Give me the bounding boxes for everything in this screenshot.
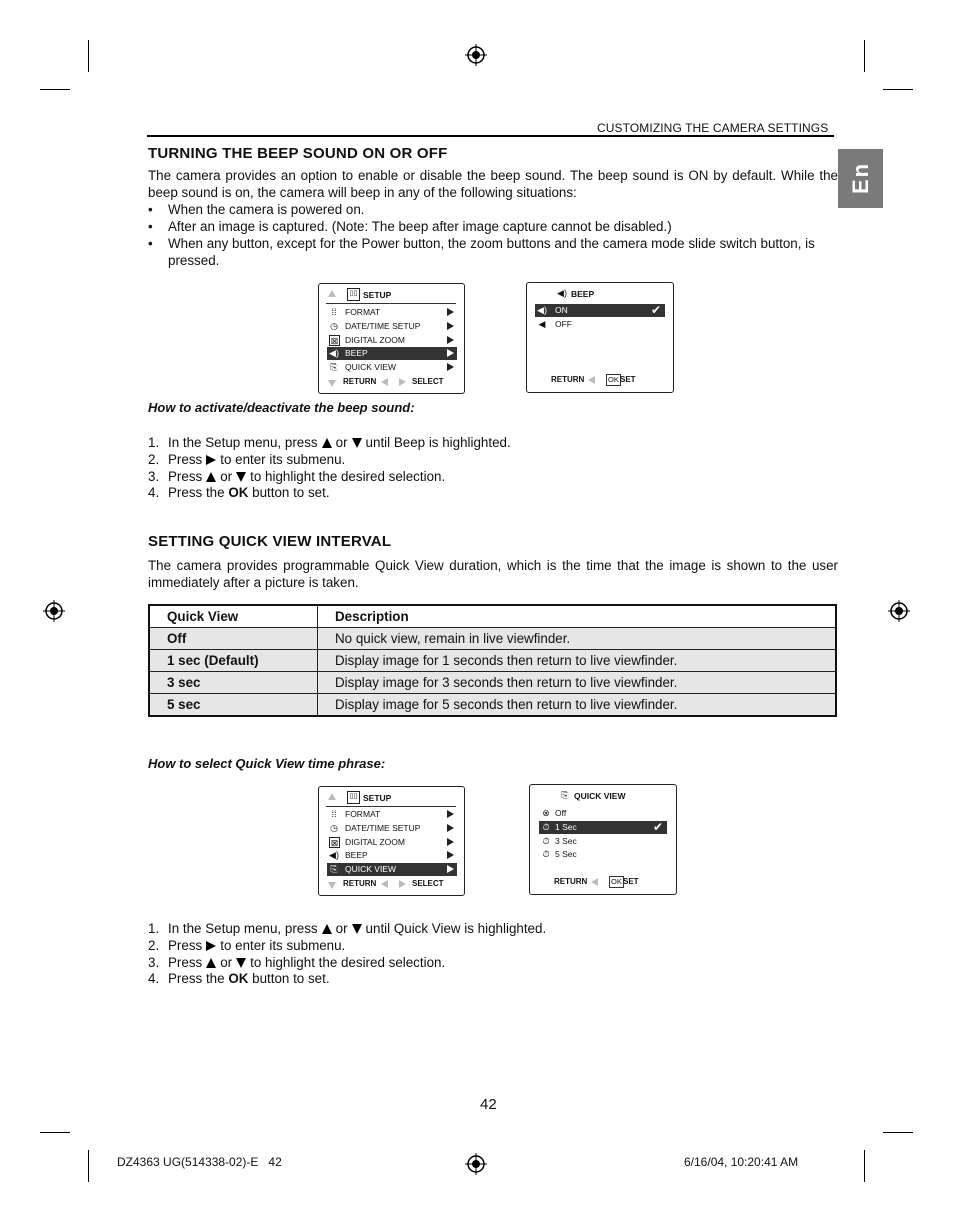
select-label: SELECT — [412, 377, 444, 386]
quickview-intro: The camera provides programmable Quick View duration, which is the time that the image is shown to the user immediately after a picture is taken. — [148, 558, 838, 590]
header-rule — [147, 135, 834, 137]
crop-mark — [883, 1132, 913, 1133]
option-5-sec[interactable]: ⏱ 5 Sec — [542, 849, 577, 859]
chevron-right-icon — [447, 336, 454, 344]
step: 1. In the Setup menu, press or until Quick View is highlighted. — [148, 921, 547, 936]
set-label: SET — [623, 877, 639, 886]
menu-item-format[interactable]: ⁞⁞ FORMAT — [327, 306, 457, 319]
divider — [326, 806, 456, 807]
menu-item-format[interactable]: ⁞⁞ FORMAT — [327, 808, 457, 821]
chevron-right-icon — [447, 363, 454, 371]
quickview-section-title: SETTING QUICK VIEW INTERVAL — [148, 533, 392, 550]
quickview-table — [148, 604, 837, 717]
registration-mark-icon — [888, 600, 910, 622]
step: 2. Press to enter its submenu. — [148, 938, 346, 953]
return-label: RETURN — [551, 375, 585, 384]
speaker-icon: ◀) — [329, 348, 339, 358]
right-arrow-icon — [206, 941, 216, 951]
ok-button-icon: OK — [611, 877, 622, 886]
timer-icon: ⏱ — [542, 822, 550, 832]
quickview-howto: How to select Quick View time phrase: — [148, 756, 386, 771]
set-label: SET — [620, 375, 636, 384]
setup-menu-title: SETUP — [363, 793, 392, 803]
beep-howto: How to activate/deactivate the beep sound: — [148, 400, 415, 415]
left-arrow-icon — [381, 378, 388, 386]
setup-menu-screen — [318, 786, 465, 896]
option-1-sec[interactable]: ⏱ 1 Sec ✔ — [539, 821, 667, 834]
chevron-right-icon — [447, 865, 454, 873]
up-arrow-icon — [206, 472, 216, 482]
option-3-sec[interactable]: ⏱ 3 Sec — [542, 836, 577, 846]
beep-section-title: TURNING THE BEEP SOUND ON OR OFF — [148, 145, 448, 162]
crop-mark — [864, 1150, 865, 1182]
down-arrow-icon — [328, 380, 336, 387]
option-on[interactable]: ◀) ON ✔ — [535, 304, 665, 317]
step: 2. Press to enter its submenu. — [148, 452, 346, 467]
left-arrow-icon — [588, 376, 595, 384]
table-row: 1 sec (Default) Display image for 1 seconds then return to live viewfinder. — [149, 650, 836, 672]
right-arrow-icon — [206, 455, 216, 465]
up-arrow-icon — [322, 438, 332, 448]
up-arrow-icon — [328, 793, 336, 800]
language-tab: En — [838, 149, 883, 208]
footer-left: DZ4363 UG(514338-02)-E 42 — [117, 1155, 282, 1169]
ok-button-icon: OK — [608, 375, 619, 384]
menu-item-beep[interactable]: ◀) BEEP — [327, 849, 457, 862]
clock-icon: ◷ — [330, 823, 338, 833]
step: 4. Press the OK button to set. — [148, 485, 330, 500]
setup-icon: ▯▯ — [347, 288, 360, 301]
setup-menu-title: SETUP — [363, 290, 392, 300]
divider — [326, 303, 456, 304]
step: 1. In the Setup menu, press or until Beep is highlighted. — [148, 435, 511, 450]
right-arrow-icon — [399, 378, 406, 386]
chevron-right-icon — [447, 838, 454, 846]
check-icon: ✔ — [651, 303, 662, 317]
beep-menu-screen — [526, 282, 674, 393]
option-off[interactable]: ⊗ Off — [542, 808, 567, 818]
menu-item-beep[interactable]: ◀) BEEP — [327, 347, 457, 360]
down-arrow-icon — [328, 882, 336, 889]
quick-view-icon: ⎘ — [561, 790, 569, 800]
chevron-right-icon — [447, 349, 454, 357]
up-arrow-icon — [206, 958, 216, 968]
zoom-icon: ⊠ — [330, 336, 339, 346]
registration-mark-icon — [43, 600, 65, 622]
select-label: SELECT — [412, 879, 444, 888]
down-arrow-icon — [352, 924, 362, 934]
timer-icon: ⏱ — [542, 849, 550, 859]
speaker-icon: ◀) — [329, 850, 339, 860]
quick-view-icon: ⎘ — [330, 362, 338, 372]
table-header: Quick View Description — [149, 605, 836, 628]
crop-mark — [864, 40, 865, 72]
timer-icon: ⏱ — [542, 836, 550, 846]
left-arrow-icon — [381, 880, 388, 888]
menu-item-quick-view[interactable]: ⎘ QUICK VIEW — [327, 361, 457, 374]
step: 3. Press or to highlight the desired selection. — [148, 955, 446, 970]
registration-mark-icon — [465, 44, 487, 66]
return-label: RETURN — [554, 877, 588, 886]
mute-icon: ◀ — [538, 319, 546, 329]
chevron-right-icon — [447, 308, 454, 316]
section-header: CUSTOMIZING THE CAMERA SETTINGS — [597, 121, 829, 135]
disabled-icon: ⊗ — [542, 808, 550, 818]
beep-menu-title: BEEP — [571, 289, 595, 299]
format-icon: ⁞⁞ — [331, 809, 337, 819]
left-arrow-icon — [591, 878, 598, 886]
crop-mark — [40, 89, 70, 90]
crop-mark — [883, 89, 913, 90]
down-arrow-icon — [236, 472, 246, 482]
up-arrow-icon — [328, 290, 336, 297]
crop-mark — [88, 40, 89, 72]
chevron-right-icon — [447, 810, 454, 818]
footer-right: 6/16/04, 10:20:41 AM — [684, 1155, 799, 1169]
chevron-right-icon — [447, 851, 454, 859]
menu-item-date-time[interactable]: ◷ DATE/TIME SETUP — [327, 822, 457, 835]
clock-icon: ◷ — [330, 321, 338, 331]
registration-mark-icon — [465, 1153, 487, 1175]
table-row: 5 sec Display image for 5 seconds then return to live viewfinder. — [149, 694, 836, 717]
menu-item-digital-zoom[interactable]: ⊠ DIGITAL ZOOM — [327, 836, 457, 849]
return-label: RETURN — [343, 879, 377, 888]
speaker-icon: ◀) — [537, 305, 547, 315]
menu-item-date-time[interactable]: ◷ DATE/TIME SETUP — [327, 320, 457, 333]
beep-intro: The camera provides an option to enable or disable the beep sound. The beep sound is ON by default. While the beep sound is on, the camera will beep in any of the following situations: — [148, 168, 838, 200]
chevron-right-icon — [447, 824, 454, 832]
setup-icon: ▯▯ — [347, 791, 360, 804]
chevron-right-icon — [447, 322, 454, 330]
down-arrow-icon — [236, 958, 246, 968]
menu-item-digital-zoom[interactable]: ⊠ DIGITAL ZOOM — [327, 334, 457, 347]
format-icon: ⁞⁞ — [331, 307, 337, 317]
step: 4. Press the OK button to set. — [148, 971, 330, 986]
up-arrow-icon — [322, 924, 332, 934]
zoom-icon: ⊠ — [330, 838, 339, 848]
quickview-menu-title: QUICK VIEW — [574, 791, 626, 801]
quickview-menu-screen — [529, 784, 677, 895]
menu-item-quick-view[interactable]: ⎘ QUICK VIEW — [327, 863, 457, 876]
crop-mark — [40, 1132, 70, 1133]
step: 3. Press or to highlight the desired selection. — [148, 469, 446, 484]
table-row: Off No quick view, remain in live viewfinder. — [149, 628, 836, 650]
setup-menu-screen — [318, 283, 465, 394]
right-arrow-icon — [399, 880, 406, 888]
table-row: 3 sec Display image for 3 seconds then return to live viewfinder. — [149, 672, 836, 694]
speaker-icon: ◀) — [557, 288, 567, 298]
return-label: RETURN — [343, 377, 377, 386]
down-arrow-icon — [352, 438, 362, 448]
quick-view-icon: ⎘ — [330, 864, 338, 874]
check-icon: ✔ — [653, 820, 664, 834]
crop-mark — [88, 1150, 89, 1182]
page-number: 42 — [480, 1096, 497, 1113]
option-off[interactable]: ◀ OFF — [538, 319, 572, 329]
